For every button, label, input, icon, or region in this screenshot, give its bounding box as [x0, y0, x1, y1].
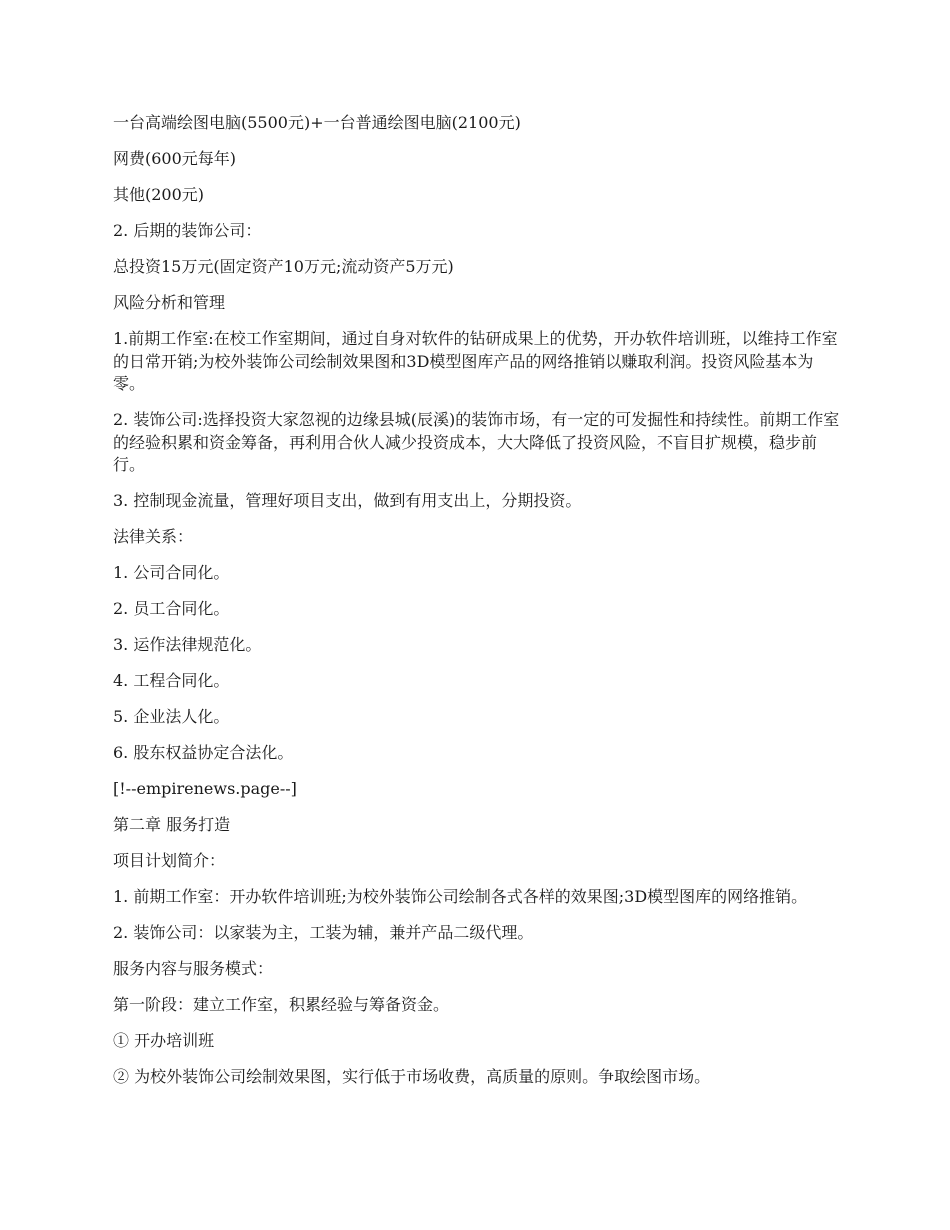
paragraph-project-company: 2. 装饰公司：以家装为主，工装为辅，兼并产品二级代理。: [113, 923, 534, 942]
heading-risk-analysis: 风险分析和管理: [113, 293, 226, 312]
paragraph-later-company: 2. 后期的装饰公司：: [113, 221, 262, 240]
list-item-legal-2: 2. 员工合同化。: [113, 599, 230, 618]
heading-project-summary: 项目计划简介：: [113, 851, 226, 870]
list-item-legal-1: 1. 公司合同化。: [113, 563, 230, 582]
heading-service-content: 服务内容与服务模式：: [113, 959, 274, 978]
paragraph-risk-studio: 1.前期工作室:在校工作室期间，通过自身对软件的钻研成果上的优势，开办软件培训班，以维持工作室的日常开销;为校外装饰公司绘制效果图和3D模型图库产品的网络推销以赚取利润。投资风险基本为零。: [113, 329, 838, 393]
paragraph-project-studio: 1. 前期工作室：开办软件培训班;为校外装饰公司绘制各式各样的效果图;3D模型图库的网络推销。: [113, 887, 808, 906]
paragraph-internet-fee: 网费(600元每年): [113, 149, 237, 168]
paragraph-computers: 一台高端绘图电脑(5500元)+一台普通绘图电脑(2100元): [113, 113, 521, 132]
paragraph-other-cost: 其他(200元): [113, 185, 205, 204]
list-item-legal-5: 5. 企业法人化。: [113, 707, 230, 726]
list-item-phase-1: ① 开办培训班: [113, 1031, 215, 1050]
paragraph-risk-cashflow: 3. 控制现金流量，管理好项目支出，做到有用支出上，分期投资。: [113, 491, 582, 510]
paragraph-risk-company: 2. 装饰公司:选择投资大家忽视的边缘县城(辰溪)的装饰市场，有一定的可发掘性和持续性。前期工作室的经验积累和资金筹备，再利用合伙人减少投资成本，大大降低了投资风险，不盲目扩规模，稳步前行。: [113, 410, 840, 474]
paragraph-phase-one: 第一阶段：建立工作室，积累经验与筹备资金。: [113, 995, 450, 1014]
document-body: [113, 112, 840, 1102]
list-item-phase-2: ② 为校外装饰公司绘制效果图，实行低于市场收费，高质量的原则。争取绘图市场。: [113, 1067, 711, 1086]
chapter-heading: 第二章 服务打造: [113, 815, 231, 834]
list-item-legal-6: 6. 股东权益协定合法化。: [113, 743, 294, 762]
paragraph-total-investment: 总投资15万元(固定资产10万元;流动资产5万元): [113, 257, 454, 276]
list-item-legal-3: 3. 运作法律规范化。: [113, 635, 262, 654]
list-item-legal-4: 4. 工程合同化。: [113, 671, 230, 690]
heading-legal-relations: 法律关系：: [113, 527, 194, 546]
page-break-marker: [!--empirenews.page--]: [113, 779, 297, 798]
